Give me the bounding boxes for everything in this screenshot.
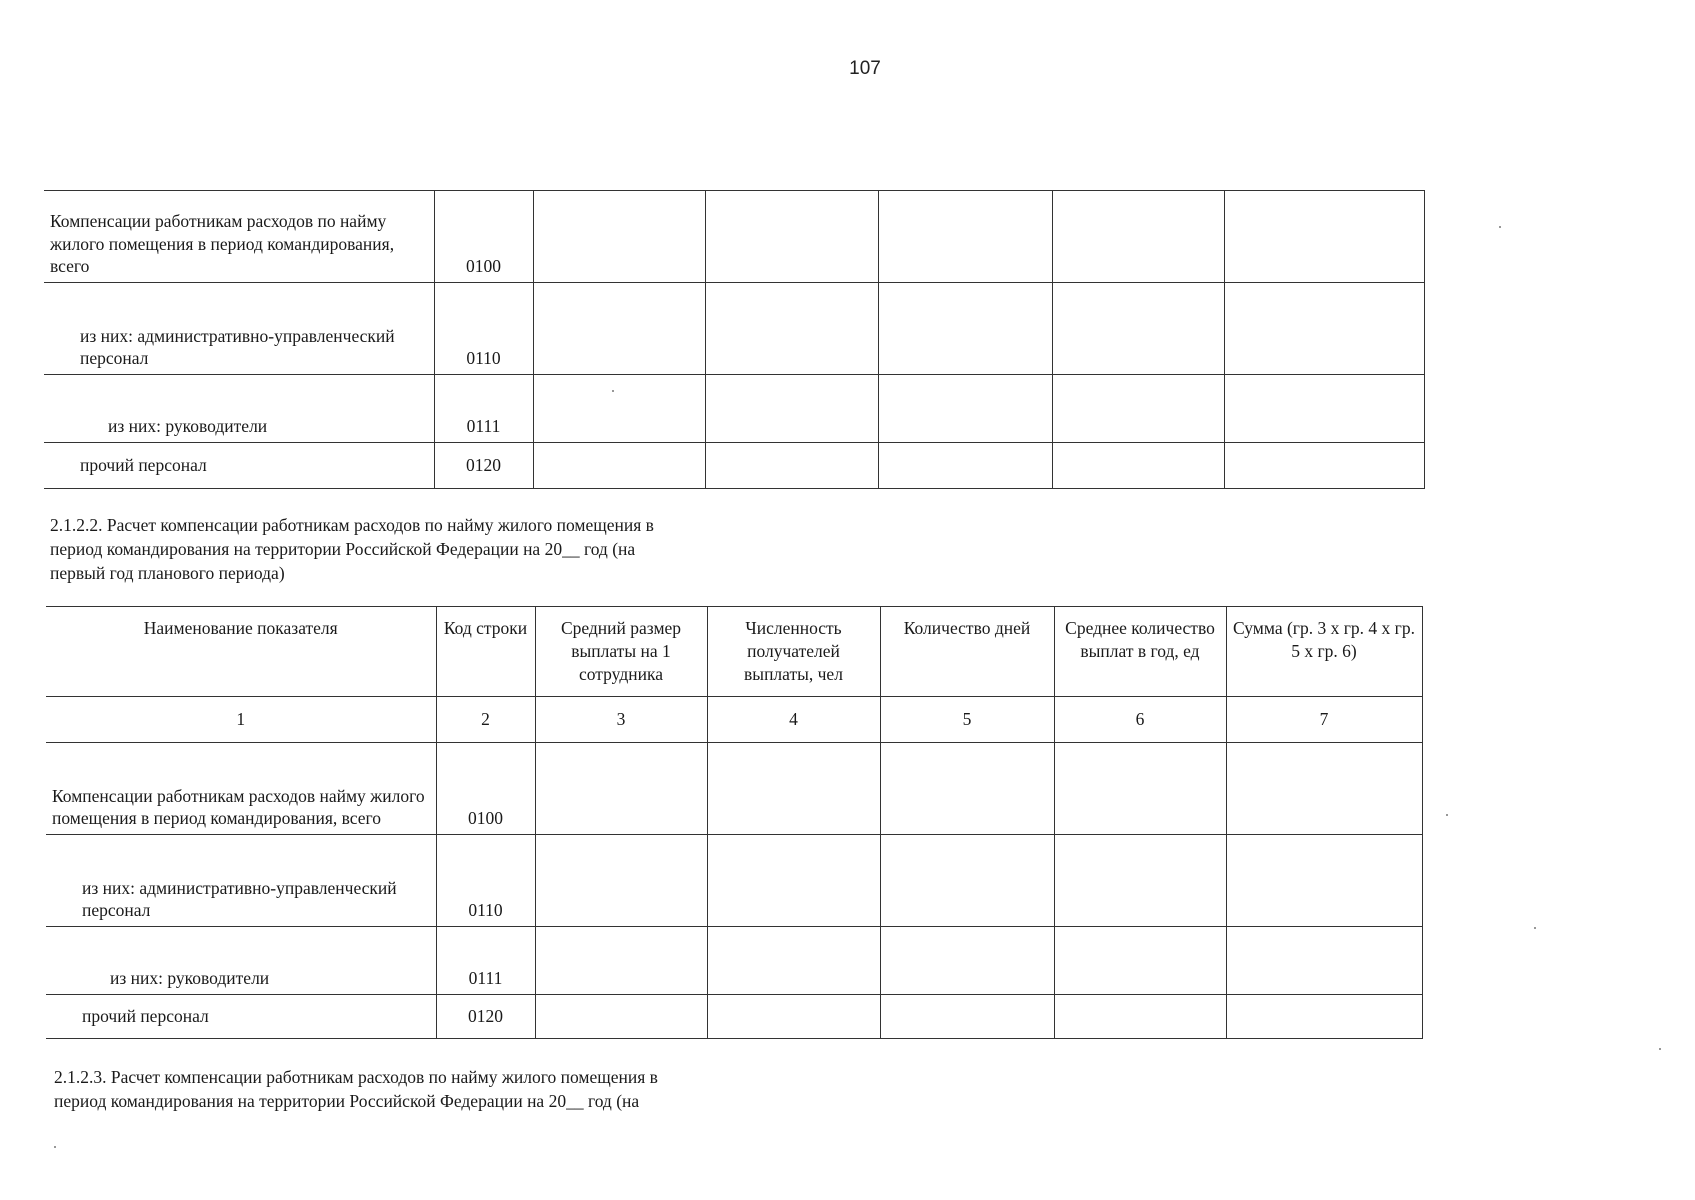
table-row: [44, 443, 1424, 489]
row-name: [46, 743, 436, 835]
table-continuation: [44, 190, 1425, 489]
header-avg-payment: Средний размер выплаты на 1 сотрудника: [535, 607, 707, 697]
section-heading-2-1-2-3: [54, 1065, 794, 1113]
value-cell[interactable]: [535, 835, 707, 927]
value-cell[interactable]: [1052, 283, 1224, 375]
table-row: [46, 927, 1422, 995]
row-name-text: из них: административно-управленческий персонал: [80, 325, 395, 369]
table-row: [46, 995, 1422, 1039]
row-code: 0100: [436, 743, 535, 835]
row-name-text: из них: руководители: [108, 416, 268, 437]
value-cell[interactable]: [1224, 443, 1424, 489]
value-cell[interactable]: [1226, 927, 1422, 995]
table-row: [44, 191, 1424, 283]
row-code: 0110: [434, 283, 533, 375]
row-code: 0120: [436, 995, 535, 1039]
value-cell[interactable]: [1224, 375, 1424, 443]
row-name-text: Компенсации работникам расходов найму жилого помещения в период командирования, всего: [52, 785, 425, 829]
row-name: [46, 927, 436, 995]
heading-line: первый год планового периода): [50, 563, 285, 583]
column-number: 6: [1054, 697, 1226, 743]
value-cell[interactable]: [878, 443, 1052, 489]
header-days: Количество дней: [880, 607, 1054, 697]
column-number: 4: [707, 697, 880, 743]
row-name: [44, 375, 434, 443]
value-cell[interactable]: [880, 743, 1054, 835]
value-cell[interactable]: [1054, 927, 1226, 995]
value-cell[interactable]: [1226, 743, 1422, 835]
value-cell[interactable]: [533, 191, 705, 283]
heading-line: период командирования на территории Российской Федерации на 20__ год (на: [54, 1091, 640, 1111]
value-cell[interactable]: [880, 995, 1054, 1039]
page-number: 107: [849, 58, 881, 79]
header-avg-payments-count: Среднее количество выплат в год, ед: [1054, 607, 1226, 697]
row-code: 0100: [434, 191, 533, 283]
value-cell[interactable]: [705, 191, 878, 283]
table-row: [44, 375, 1424, 443]
value-cell[interactable]: [1052, 443, 1224, 489]
value-cell[interactable]: [707, 835, 880, 927]
table-row: [44, 283, 1424, 375]
table-row: [46, 835, 1422, 927]
value-cell[interactable]: [1226, 995, 1422, 1039]
header-row: [46, 607, 1422, 697]
value-cell[interactable]: [1054, 743, 1226, 835]
row-code: 0110: [436, 835, 535, 927]
value-cell[interactable]: [705, 443, 878, 489]
heading-line: 2.1.2.2. Расчет компенсации работникам расходов по найму жилого помещения в: [50, 515, 654, 535]
column-number-row: [46, 697, 1422, 743]
column-number: 7: [1226, 697, 1422, 743]
value-cell[interactable]: [705, 283, 878, 375]
value-cell[interactable]: [535, 743, 707, 835]
scan-speck: [54, 1146, 56, 1148]
row-code: 0111: [436, 927, 535, 995]
value-cell[interactable]: [1054, 835, 1226, 927]
value-cell[interactable]: [880, 835, 1054, 927]
header-name: Наименование показателя: [46, 607, 436, 697]
table-main: [46, 606, 1423, 1039]
value-cell[interactable]: [878, 375, 1052, 443]
heading-line: период командирования на территории Российской Федерации на 20__ год (на: [50, 539, 636, 559]
value-cell[interactable]: [707, 743, 880, 835]
value-cell[interactable]: [535, 995, 707, 1039]
row-name-text: прочий персонал: [82, 1006, 209, 1027]
row-name: [46, 835, 436, 927]
row-code: 0120: [434, 443, 533, 489]
value-cell[interactable]: [535, 927, 707, 995]
value-cell[interactable]: [533, 443, 705, 489]
value-cell[interactable]: [1226, 835, 1422, 927]
value-cell[interactable]: [1224, 191, 1424, 283]
column-number: 1: [46, 697, 436, 743]
table-row: [46, 743, 1422, 835]
value-cell[interactable]: [1052, 375, 1224, 443]
row-name: [44, 283, 434, 375]
column-number: 3: [535, 697, 707, 743]
row-name: [44, 191, 434, 283]
scan-speck: [612, 390, 614, 392]
row-code: 0111: [434, 375, 533, 443]
heading-line: 2.1.2.3. Расчет компенсации работникам расходов по найму жилого помещения в: [54, 1067, 658, 1087]
value-cell[interactable]: [880, 927, 1054, 995]
row-name-text: из них: административно-управленческий персонал: [82, 877, 397, 921]
section-heading-2-1-2-2: [50, 513, 790, 585]
header-code: Код строки: [436, 607, 535, 697]
value-cell[interactable]: [1052, 191, 1224, 283]
scan-speck: [1446, 814, 1448, 816]
row-name: [46, 995, 436, 1039]
column-number: 5: [880, 697, 1054, 743]
value-cell[interactable]: [1054, 995, 1226, 1039]
row-name-text: прочий персонал: [80, 455, 207, 476]
value-cell[interactable]: [705, 375, 878, 443]
scan-speck: [1534, 927, 1536, 929]
row-name-text: Компенсации работникам расходов по найму жилого помещения в период командирования, всего: [50, 210, 395, 277]
value-cell[interactable]: [707, 927, 880, 995]
value-cell[interactable]: [533, 283, 705, 375]
value-cell[interactable]: [878, 283, 1052, 375]
row-name-text: из них: руководители: [110, 968, 270, 989]
header-recipients: Численность получателей выплаты, чел: [707, 607, 880, 697]
scan-speck: [1499, 226, 1501, 228]
value-cell[interactable]: [533, 375, 705, 443]
header-sum: Сумма (гр. 3 х гр. 4 х гр. 5 х гр. 6): [1226, 607, 1422, 697]
value-cell[interactable]: [707, 995, 880, 1039]
column-number: 2: [436, 697, 535, 743]
scan-speck: [1659, 1048, 1661, 1050]
row-name: [44, 443, 434, 489]
value-cell[interactable]: [1224, 283, 1424, 375]
value-cell[interactable]: [878, 191, 1052, 283]
